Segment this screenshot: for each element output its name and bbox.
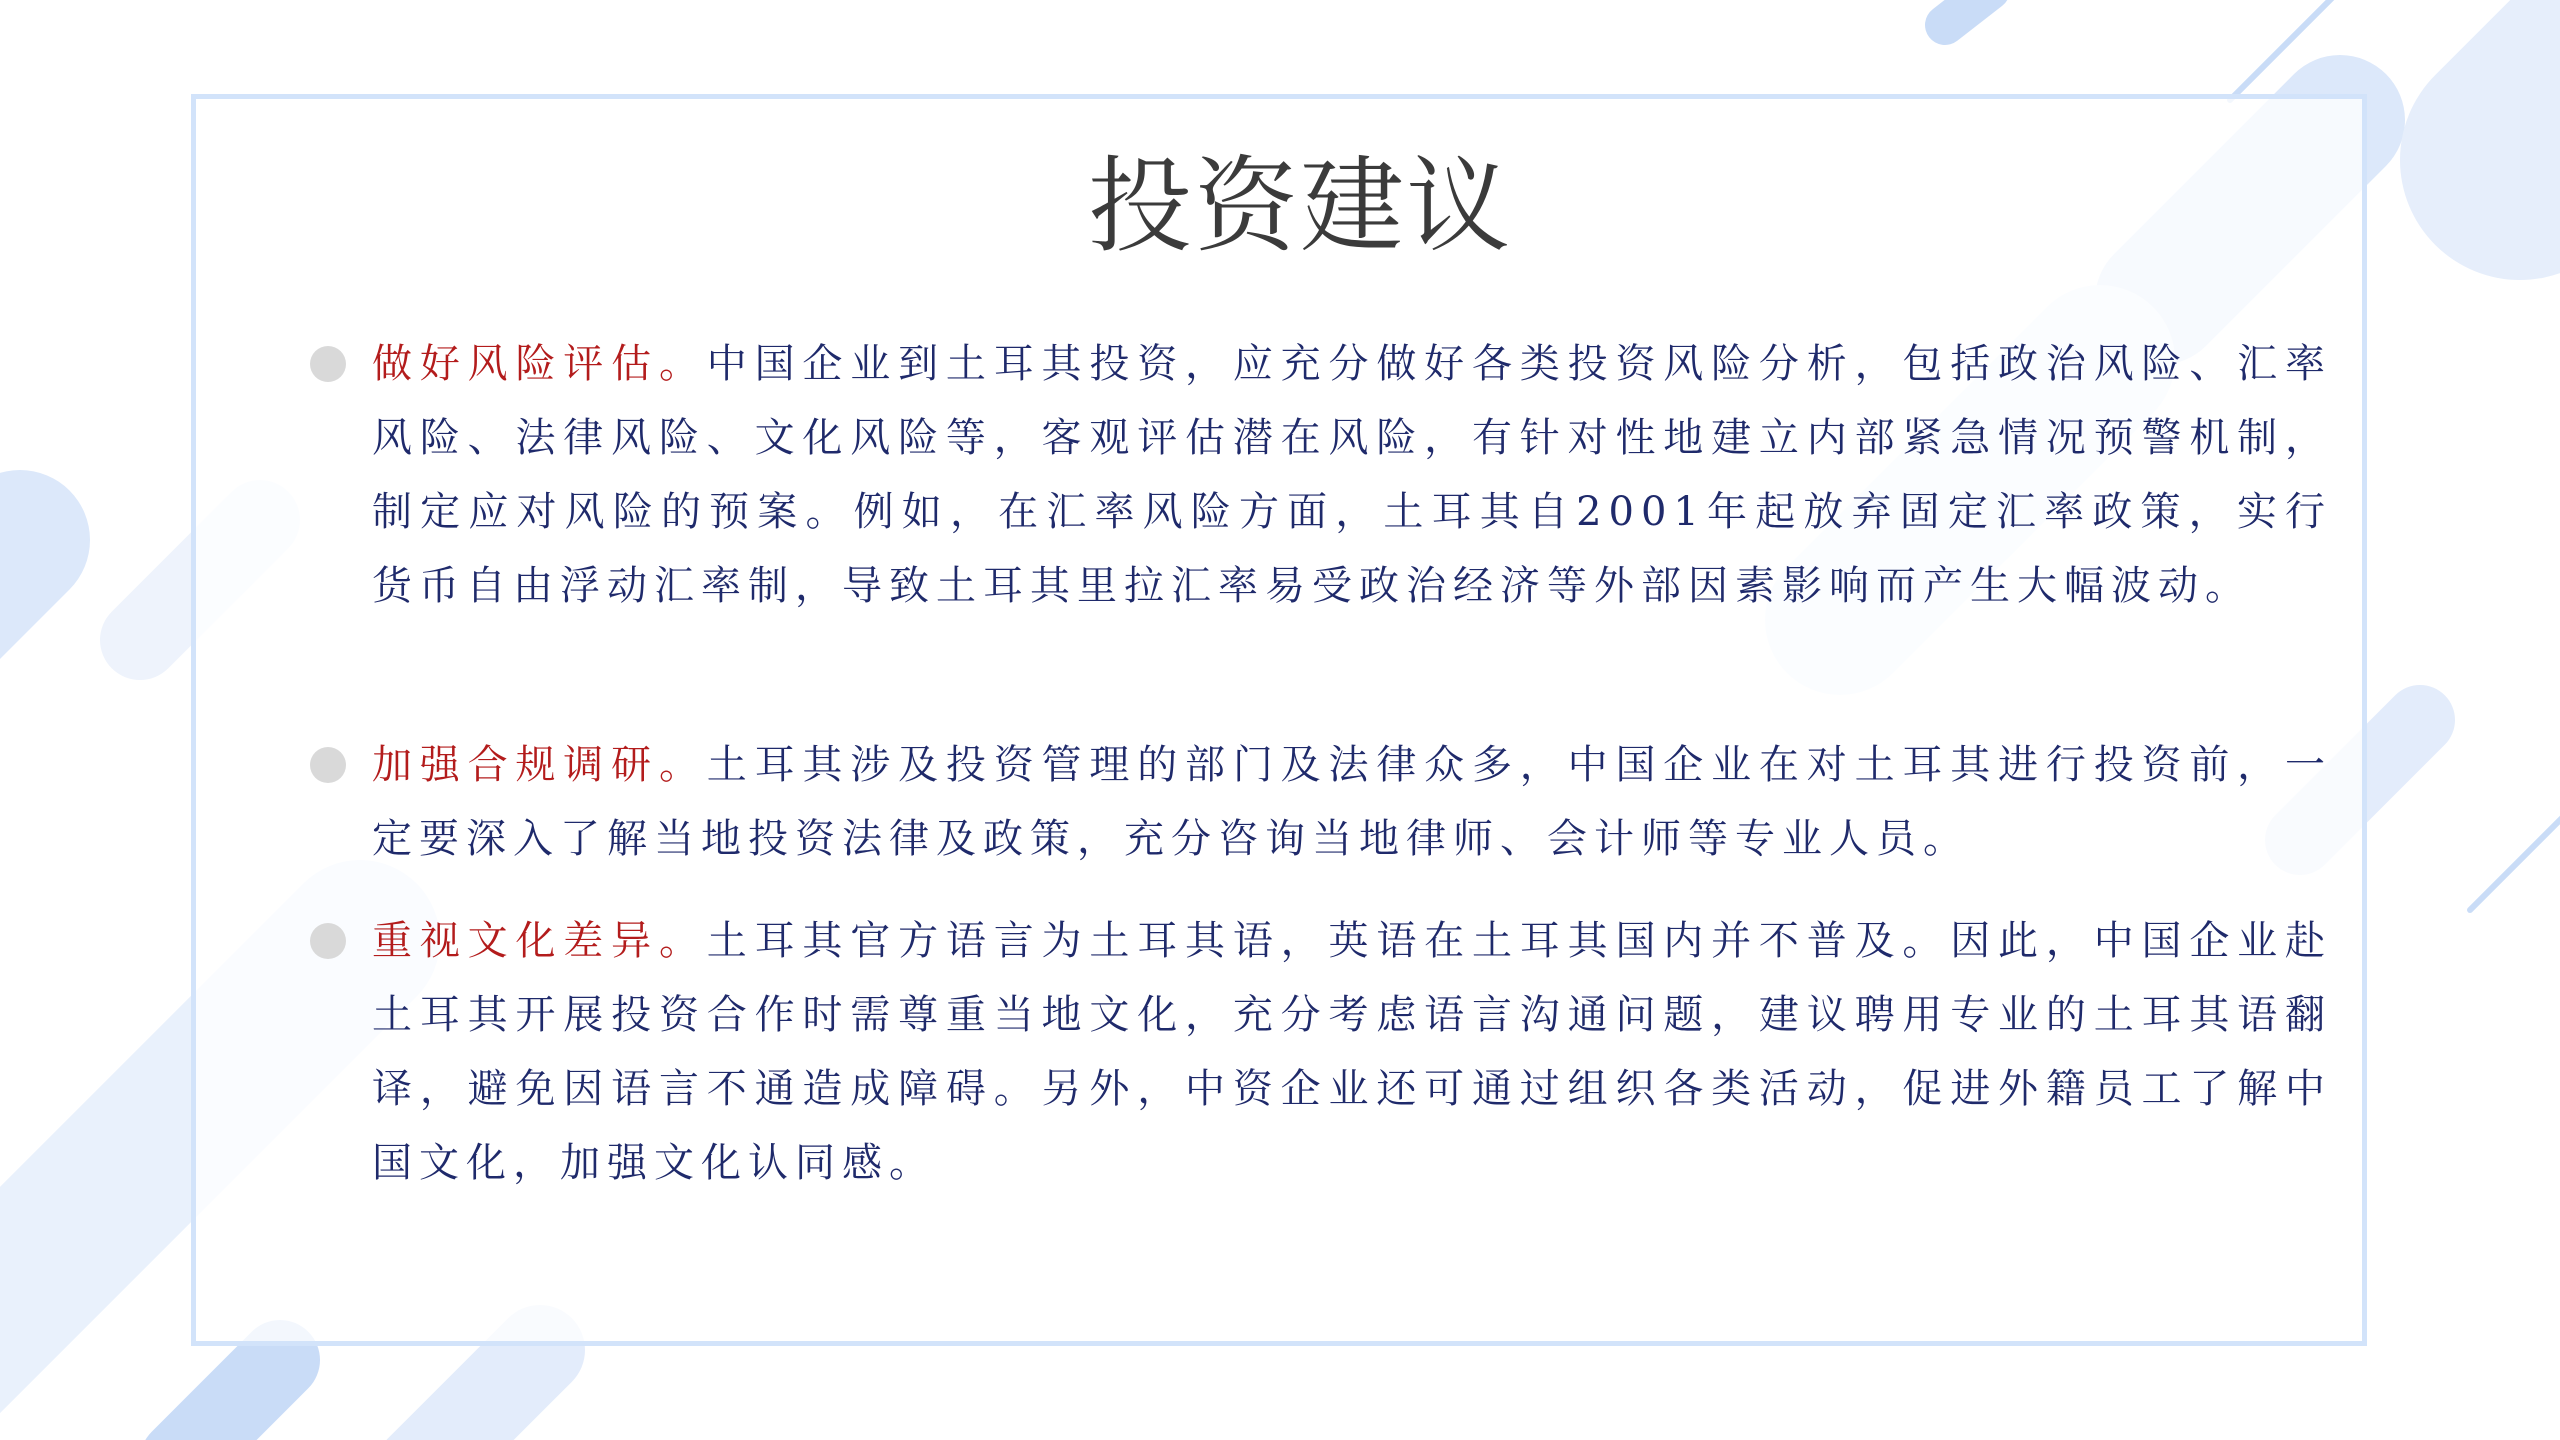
- deco-stroke-11: [180, 1360, 280, 1440]
- deco-stroke-4: [2520, 0, 2560, 160]
- bullet-dot: [310, 346, 346, 382]
- deco-stroke-7: [2470, 780, 2560, 910]
- bullet-dot: [310, 923, 346, 959]
- deco-stroke-12: [420, 1350, 540, 1440]
- bullet-text: [372, 904, 2332, 1200]
- deco-stroke-1: [1945, 0, 1990, 25]
- bullet-body: 土耳其涉及投资管理的部门及法律众多，中国企业在对土耳其进行投资前，一定要深入了解当地投资法律及政策，充分咨询当地律师、会计师等专业人员。: [372, 742, 2333, 862]
- deco-stroke-8: [0, 540, 20, 620]
- bullet-heading: 做好风险评估。: [372, 341, 707, 387]
- page-title: 投资建议: [1087, 145, 1512, 267]
- bullet-text: [372, 728, 2332, 876]
- bullet-heading: 加强合规调研。: [372, 742, 707, 788]
- bullet-body: 土耳其官方语言为土耳其语，英语在土耳其国内并不普及。因此，中国企业赴土耳其开展投资合作时需尊重当地文化，充分考虑语言沟通问题，建议聘用专业的土耳其语翻译，避免因语言不通造成障碍。另外，中资企业还可通过组织各类活动，促进外籍员工了解中国文化，加强文化认同感。: [372, 918, 2333, 1186]
- bullet-body: 中国企业到土耳其投资，应充分做好各类投资风险分析，包括政治风险、汇率风险、法律风险、文化风险等，客观评估潜在风险，有针对性地建立内部紧急情况预警机制，制定应对风险的预案。例如，在汇率风险方面，土耳其自2001年起放弃固定汇率政策，实行货币自由浮动汇率制，导致土耳其里拉汇率易受政治经济等外部因素影响而产生大幅波动。: [372, 341, 2333, 609]
- bullet-text: [372, 327, 2332, 623]
- bullet-dot: [310, 747, 346, 783]
- bullet-heading: 重视文化差异。: [372, 918, 707, 964]
